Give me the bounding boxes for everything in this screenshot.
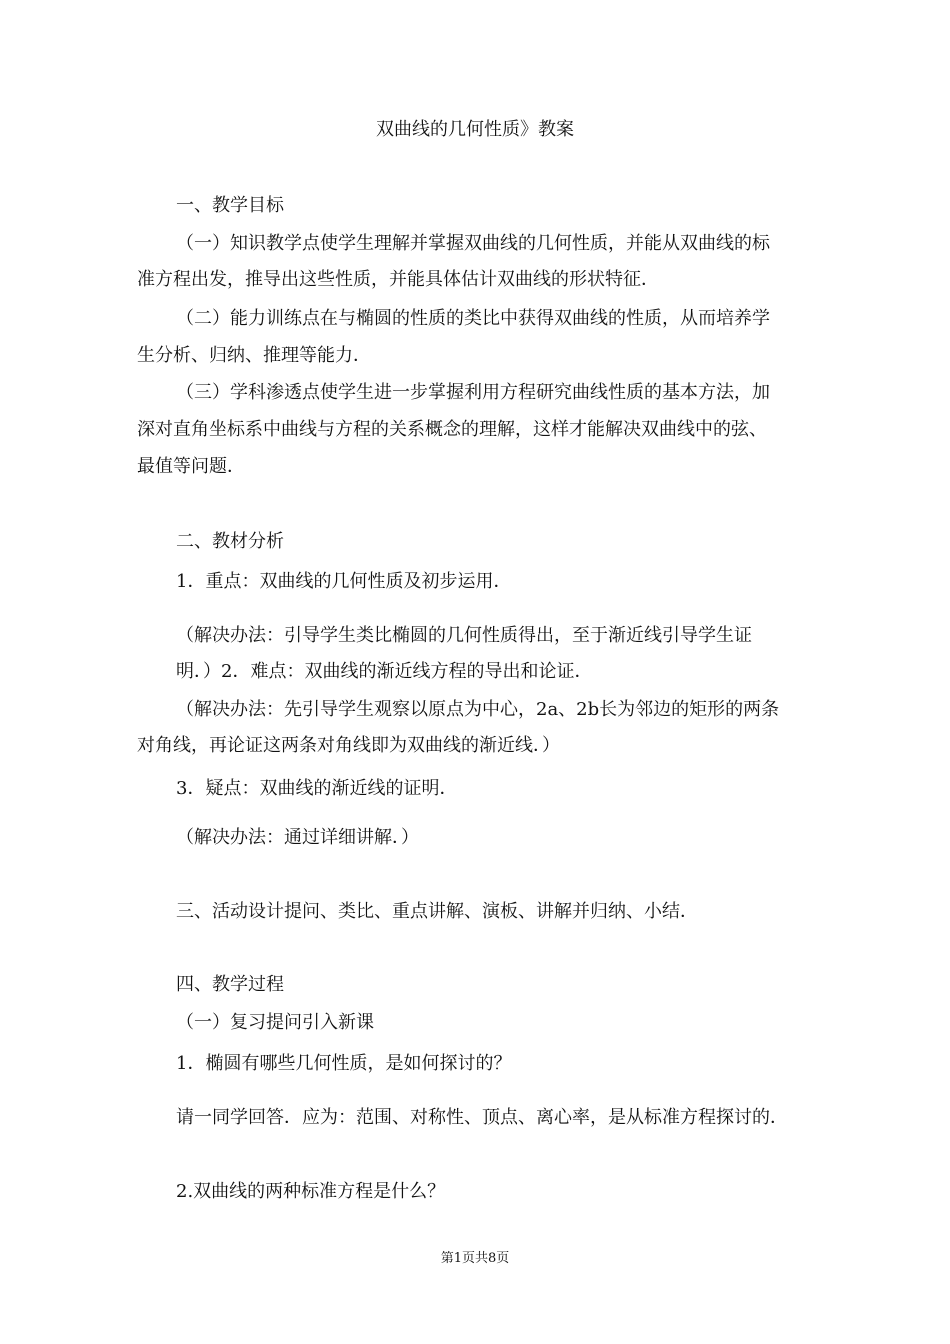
list-item: 1．重点：双曲线的几何性质及初步运用． <box>176 571 512 592</box>
paragraph-line: （解决办法：通过详细讲解．） <box>176 827 419 848</box>
document-title: 双曲线的几何性质》教案 <box>376 119 574 140</box>
section-heading-teaching-goals: 一、教学目标 <box>176 195 284 216</box>
list-item: 1．椭圆有哪些几何性质，是如何探讨的？ <box>176 1053 512 1074</box>
paragraph-line: 准方程出发，推导出这些性质，并能具体估计双曲线的形状特征． <box>137 269 659 290</box>
section-heading-material-analysis: 二、教材分析 <box>176 531 284 552</box>
section-heading-activity-design: 三、活动设计提问、类比、重点讲解、演板、讲解并归纳、小结． <box>176 901 698 922</box>
list-item: 2.双曲线的两种标准方程是什么？ <box>176 1181 446 1202</box>
paragraph-line: 深对直角坐标系中曲线与方程的关系概念的理解，这样才能解决双曲线中的弦、 <box>137 419 767 440</box>
page-footer: 第1页共8页 <box>440 1251 510 1266</box>
paragraph-line: （解决办法：引导学生类比椭圆的几何性质得出，至于渐近线引导学生证 <box>176 625 752 646</box>
paragraph-line: （二）能力训练点在与椭圆的性质的类比中获得双曲线的性质，从而培养学 <box>176 308 770 329</box>
subsection-heading: （一）复习提问引入新课 <box>176 1012 374 1033</box>
paragraph-line: 对角线，再论证这两条对角线即为双曲线的渐近线．） <box>137 735 560 756</box>
paragraph-line: 最值等问题． <box>137 456 245 477</box>
paragraph-line: （三）学科渗透点使学生进一步掌握利用方程研究曲线性质的基本方法，加 <box>176 382 770 403</box>
paragraph-line: （一）知识教学点使学生理解并掌握双曲线的几何性质，并能从双曲线的标 <box>176 233 770 254</box>
paragraph-line: 生分析、归纳、推理等能力． <box>137 345 371 366</box>
paragraph-line: 请一同学回答．应为：范围、对称性、顶点、离心率，是从标准方程探讨的． <box>176 1107 788 1128</box>
paragraph-line: 明．）2．难点：双曲线的渐近线方程的导出和论证． <box>176 661 593 682</box>
section-heading-teaching-process: 四、教学过程 <box>176 974 284 995</box>
list-item: 3．疑点：双曲线的渐近线的证明． <box>176 778 458 799</box>
paragraph-line: （解决办法：先引导学生观察以原点为中心，2a、2b长为邻边的矩形的两条 <box>176 699 780 720</box>
